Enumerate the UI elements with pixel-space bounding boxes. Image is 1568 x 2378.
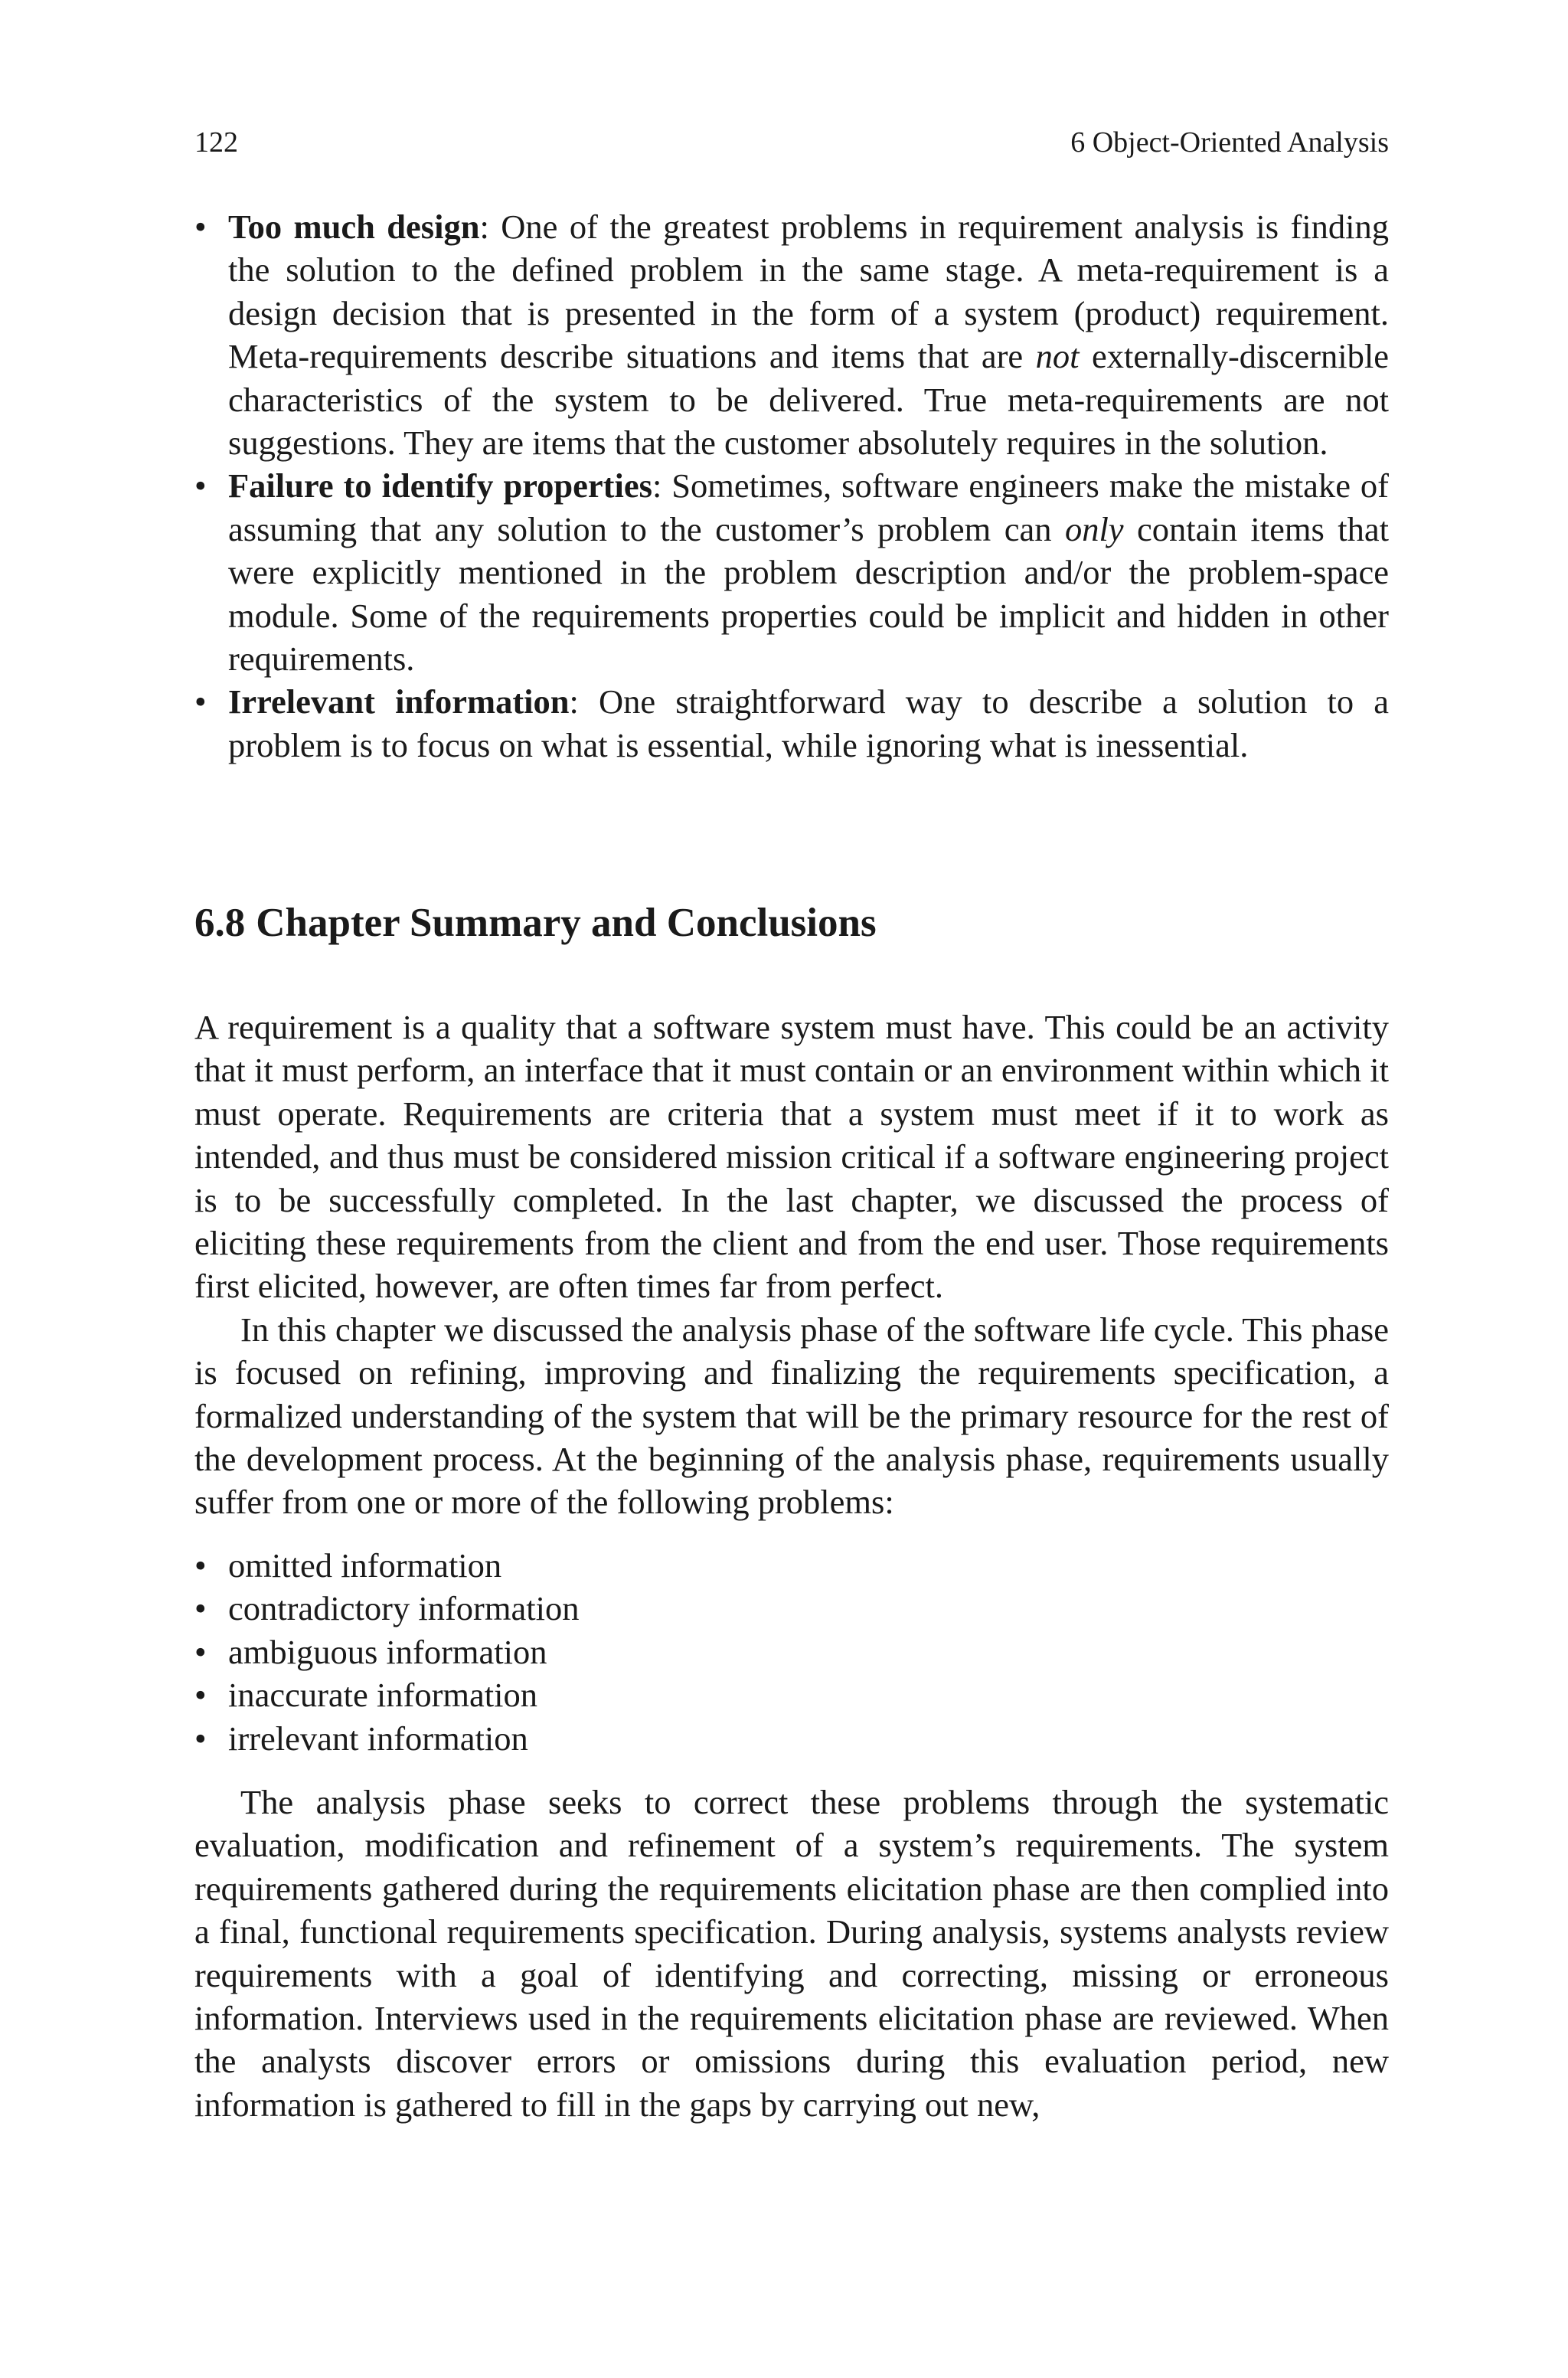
- analysis-body: [194, 1781, 1389, 2126]
- list-item: • ambiguous information: [194, 1631, 1389, 1673]
- bullet-icon: •: [194, 1632, 207, 1671]
- paragraph: A requirement is a quality that a software system must have. This could be an activity that it must perform, an interface that it must contain or an environment within which it must operate. Requirements are criteria that a system must meet if it to work as intended, and thus must be considered mission critical if a software engineering project is to be successfully completed. In the last chapter, we discussed the process of eliciting these requirements from the client and from the end user. Those requirements first elicited, however, are often times far from perfect.: [194, 1008, 1389, 1306]
- section-title: Chapter Summary and Conclusions: [256, 901, 877, 945]
- page-number: 122: [194, 126, 238, 159]
- bullet-icon: •: [194, 1676, 207, 1715]
- paragraph: In this chapter we discussed the analysis phase of the software life cycle. This phase is focused on refining, improving and finalizing the requirements specification, a formalized understanding of the system that will be the primary resource for the rest of the development process. At the beginning of the analysis phase, requirements usually suffer from one or more of the following problems:: [194, 1310, 1389, 1522]
- bullet-icon: •: [194, 1589, 207, 1628]
- bullet-term: Too much design: [228, 208, 480, 246]
- bullet-text: : Sometimes, software engineers make the mistake of assuming that any solution to the customer’s problem can: [228, 466, 1389, 548]
- emphasis-text: not: [1035, 337, 1080, 376]
- list-item: [194, 680, 1389, 767]
- bullet-text: externally-discernible characteristics of the system to be delivered. True meta-requirements are not suggestions. They are items that the customer absolutely requires in the solution.: [228, 337, 1389, 463]
- bullet-text: : One of the greatest problems in requirement analysis is finding the solution to the defined problem in the same stage. A meta-requirement is a design decision that is presented in the form of a system (product) requirement. Meta-requirements describe situations and items that are: [228, 208, 1390, 376]
- bullet-text: : One straightforward way to describe a solution to a problem is to focus on what is essential, while ignoring what is inessential.: [228, 682, 1389, 764]
- summary-body: [194, 1006, 1389, 1524]
- bullet-icon: •: [194, 1546, 207, 1585]
- bullet-term: Irrelevant information: [228, 682, 570, 721]
- bullet-term: Failure to identify properties: [228, 466, 652, 505]
- emphasis-text: only: [1064, 509, 1124, 548]
- info-problems-list: [194, 1544, 1389, 1760]
- bullet-icon: •: [194, 1719, 207, 1758]
- list-item: • irrelevant information: [194, 1717, 1389, 1760]
- section-heading: [194, 898, 877, 948]
- bullet-text: contain items that were explicitly mentioned in the problem description and/or the problem-space module. Some of the requirements properties could be implicit and hidden in other requirements.: [228, 509, 1389, 679]
- section-number: 6.8: [194, 901, 246, 945]
- list-item: [194, 205, 1389, 464]
- bullet-icon: •: [194, 682, 207, 721]
- bullet-icon: •: [194, 466, 207, 505]
- list-item: • contradictory information: [194, 1587, 1389, 1630]
- list-item: • omitted information: [194, 1544, 1389, 1587]
- chapter-running-title: 6 Object-Oriented Analysis: [1070, 126, 1389, 159]
- list-item: [194, 464, 1389, 680]
- list-item: • inaccurate information: [194, 1673, 1389, 1716]
- bullet-icon: •: [194, 208, 207, 246]
- problems-bullet-list: [194, 205, 1389, 767]
- paragraph: The analysis phase seeks to correct these problems through the systematic evaluation, modification and refinement of a system’s requirements. The system requirements gathered during the requirements elicitation phase are then complied into a final, functional requirements specification. During analysis, systems analysts review requirements with a goal of identifying and correcting, missing or erroneous information. Interviews used in the requirements elicitation phase are reviewed. When the analysts discover errors or omissions during this evaluation period, new information is gathered to fill in the gaps by carrying out new,: [194, 1783, 1389, 2124]
